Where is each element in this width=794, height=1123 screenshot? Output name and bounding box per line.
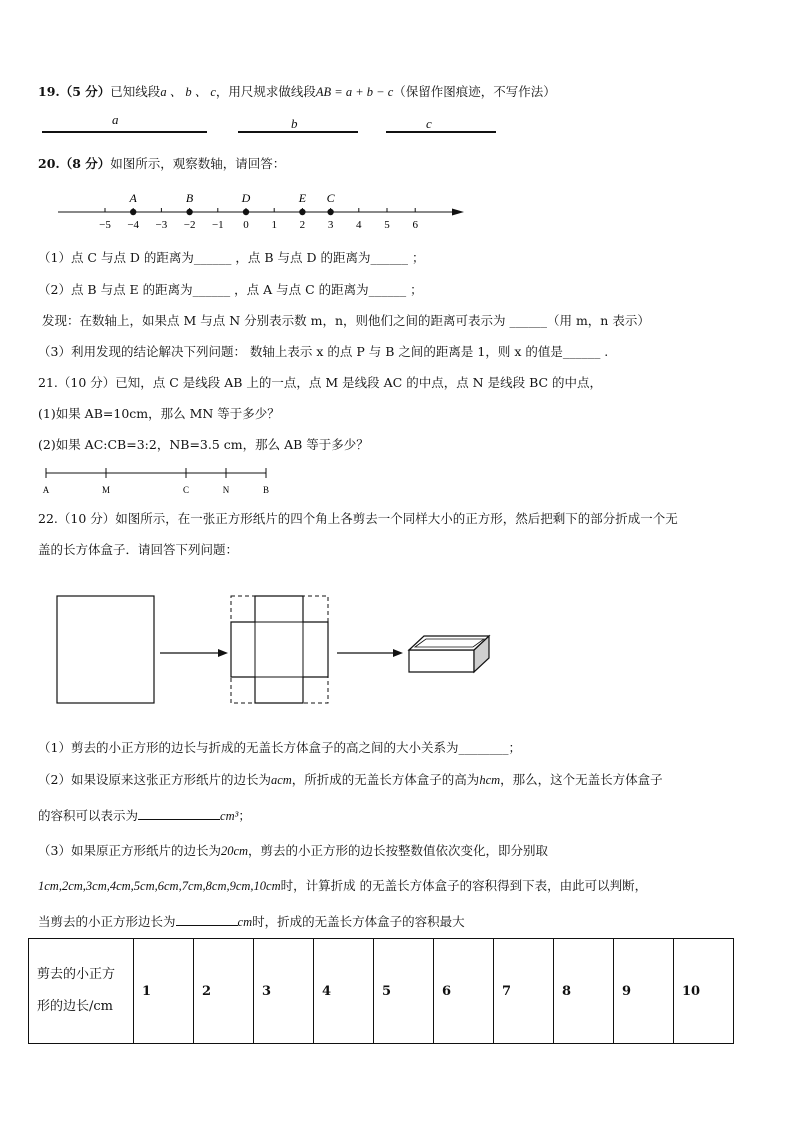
axis-point-e (299, 209, 305, 215)
q19-text-before: 已知线段 (110, 84, 161, 99)
q22-sub2-text1: （2）如果设原来这张正方形纸片的边长为 (38, 772, 271, 787)
axis-tick-label: −4 (127, 219, 140, 231)
q20-number: 20.（8 分） (38, 156, 111, 171)
segment-point-label: A (42, 485, 50, 495)
axis-tick-label: 2 (299, 219, 306, 231)
q22-sub2-text3: ，那么，这个无盖长方体盒子 (500, 772, 663, 787)
axis-tick-label: −1 (211, 219, 224, 231)
table-cell: 3 (254, 939, 314, 1044)
open-box (409, 636, 489, 672)
q19-text-mid: ，用尺规求做线段 (215, 84, 316, 99)
axis-tick-label: −2 (183, 219, 196, 231)
axis-tick-label: 3 (327, 219, 334, 231)
segment-a-label: a (112, 112, 119, 127)
table-cell: 4 (314, 939, 374, 1044)
q22-sub2-line1 (38, 772, 663, 788)
segment-a (42, 131, 207, 133)
q22-sub3-text4: 当剪去的小正方形边长为 (38, 914, 176, 929)
axis-tick-label: −5 (99, 219, 111, 231)
axis-tick-label: 5 (384, 219, 390, 231)
table-cell: 6 (434, 939, 494, 1044)
q22-sub2-text4: 的容积可以表示为 (38, 808, 139, 823)
segment-point-label: C (182, 485, 190, 495)
q22-unit-cm: cm (237, 915, 253, 929)
axis-tick-label: 4 (356, 219, 362, 231)
table-cell: 2 (194, 939, 254, 1044)
table-header-cell: 剪去的小正方 形的边长/cm (29, 939, 134, 1044)
q21-line2: (1)如果 AB=10cm，那么 MN 等于多少？ (38, 406, 280, 421)
q22-var-h: hcm (479, 773, 501, 787)
table-cell: 10 (674, 939, 734, 1044)
q22-sub3-text5: 时，折成的无盖长方体盒子的容积最大 (252, 914, 465, 929)
q19-text-after: （保留作图痕迹，不写作法） (393, 84, 556, 99)
q20-text: 如图所示，观察数轴，请回答： (110, 156, 286, 171)
q22-side-values: 1cm,2cm,3cm,4cm,5cm,6cm,7cm,8cm,9cm,10cm (38, 879, 281, 893)
q20-part1: （1）点 C 与点 D 的距离为______ ，点 B 与点 D 的距离为______ ； (38, 250, 425, 265)
box-folding-diagram (0, 588, 794, 718)
q22-sub2-end: ； (238, 808, 251, 823)
axis-point-label: E (298, 191, 307, 205)
q19-formula: AB = a + b − c (315, 85, 394, 99)
cut-paper (231, 596, 328, 703)
q22-sub3-line3 (38, 912, 465, 930)
q22-sub2-line2 (38, 806, 251, 824)
volume-answer-blank[interactable] (138, 806, 220, 820)
axis-point-label: D (241, 191, 251, 205)
segment-c (386, 131, 496, 133)
segment-point-label: B (262, 485, 270, 495)
q21-line1: 21.（10 分）已知，点 C 是线段 AB 上的一点，点 M 是线段 AC 的中点，点 N 是线段 BC 的中点， (38, 375, 603, 390)
q20-header (38, 156, 285, 172)
axis-tick-label: 6 (412, 219, 418, 231)
axis-tick-label: 1 (271, 219, 277, 231)
axis-point-a (130, 209, 136, 215)
q21-line3: (2)如果 AC:CB=3:2，NB=3.5 cm，那么 AB 等于多少？ (38, 437, 369, 452)
axis-tick-label: 0 (243, 219, 249, 231)
q20-discovery: 发现：在数轴上，如果点 M 与点 N 分别表示数 m，n，则他们之间的距离可表示为 ______（用 m，n 表示） (42, 313, 650, 328)
q22-var-a: acm (270, 773, 292, 787)
q19-number: 19.（5 分） (38, 84, 111, 99)
q20-part3: （3）利用发现的结论解决下列问题： 数轴上表示 x 的点 P 与 B 之间的距离是 1，则 x 的值是______ . (38, 344, 609, 359)
q19-text (38, 84, 556, 100)
table-cell: 8 (554, 939, 614, 1044)
table-row (29, 939, 734, 1044)
axis-tick-label: −3 (155, 219, 168, 231)
q22-line1: 22.（10 分）如图所示，在一张正方形纸片的四个角上各剪去一个同样大小的正方形，然后把剩下的部分折成一个无 (38, 511, 678, 526)
axis-point-b (186, 209, 192, 215)
q22-sub3-line2 (38, 878, 647, 894)
max-volume-answer-blank[interactable] (176, 912, 238, 926)
table-cell: 1 (134, 939, 194, 1044)
segment-b (238, 131, 358, 133)
q22-var-20cm: 20cm (220, 844, 249, 858)
segment-b-label: b (291, 116, 298, 131)
q20-part2: （2）点 B 与点 E 的距离为______ ，点 A 与点 C 的距离为______ ； (38, 282, 423, 297)
q22-sub2-text2: ，所折成的无盖长方体盒子的高为 (291, 772, 480, 787)
axis-point-label: A (129, 191, 137, 205)
segment-point-label: N (222, 485, 230, 495)
q22-sub3-text2: ，剪去的小正方形的边长按整数值依次变化，即分别取 (248, 843, 549, 858)
q22-sub3-line1 (38, 843, 548, 859)
segment-ab-diagram (38, 464, 298, 498)
q22-sub3-text3: 时，计算折成 的无盖长方体盒子的容积得到下表，由此可以判断， (280, 878, 648, 893)
table-cell: 7 (494, 939, 554, 1044)
q22-line2: 盖的长方体盒子．请回答下列问题： (38, 542, 239, 557)
table-cell: 5 (374, 939, 434, 1044)
number-line (0, 188, 794, 238)
axis-point-label: B (185, 191, 194, 205)
q22-sub1: （1）剪去的小正方形的边长与折成的无盖长方体盒子的高之间的大小关系为________； (38, 740, 521, 755)
table-cell: 9 (614, 939, 674, 1044)
q22-unit-cm3: cm³ (220, 809, 239, 823)
segment-point-label: M (101, 485, 111, 495)
axis-point-label: C (326, 191, 335, 205)
segment-c-label: c (426, 116, 432, 131)
axis-point-d (243, 209, 249, 215)
q19-vars: a 、 b 、 c (160, 85, 216, 99)
axis-point-c (327, 209, 333, 215)
q22-sub3-text1: （3）如果原正方形纸片的边长为 (38, 843, 221, 858)
volume-table (28, 938, 734, 1044)
square-paper (57, 596, 154, 703)
